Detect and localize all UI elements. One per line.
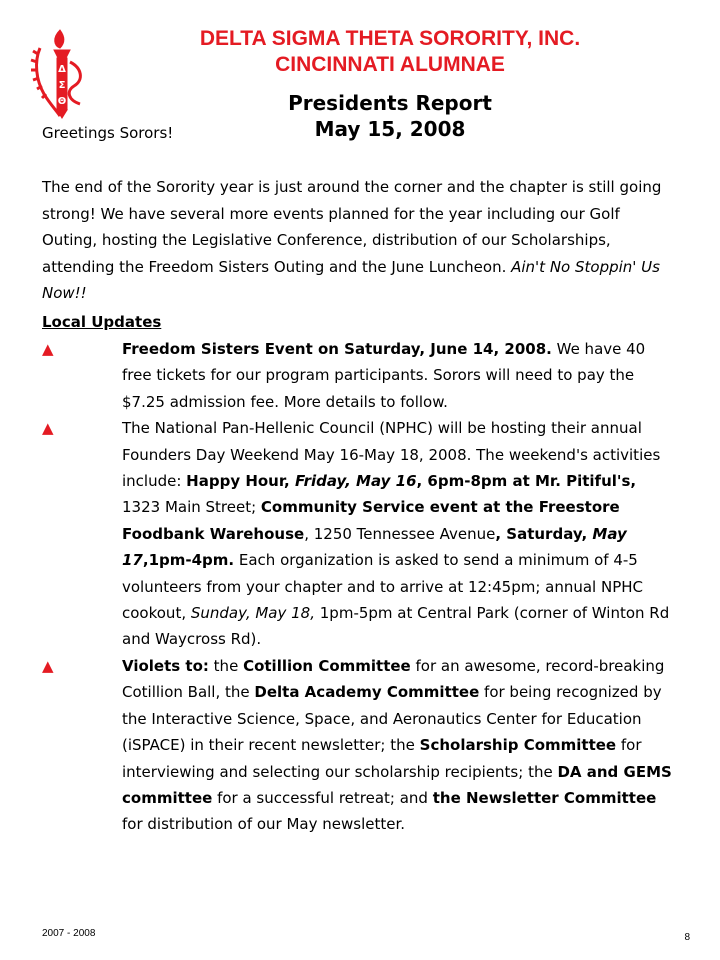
update-text-segment: for interviewing and selecting our scholarship recipients; the bbox=[122, 736, 642, 781]
report-date: May 15, 2008 bbox=[314, 117, 466, 141]
update-text-segment: 1323 Main Street; bbox=[122, 498, 261, 517]
update-text-segment: Each organization is asked to send a minimum of 4-5 volunteers from your chapter and to arrive at 12:45pm; annual NPHC cookout, bbox=[122, 551, 644, 623]
update-text-segment: Freedom Sisters Event on Saturday, June 14, 2008. bbox=[122, 340, 552, 358]
update-item bbox=[42, 415, 678, 653]
page-number: 8 bbox=[684, 932, 690, 943]
update-text-segment: the bbox=[208, 656, 244, 675]
update-text-segment: , Saturday, bbox=[495, 524, 593, 543]
update-text-segment: May 17 bbox=[122, 524, 627, 570]
update-text-segment: The National Pan-Hellenic Council (NPHC) will be hosting their annual Founders Day Weekend May 16-May 18, 2008. The weekend's activities include: bbox=[122, 419, 661, 491]
triangle-bullet-icon: ▲ bbox=[42, 419, 54, 438]
footer-years: 2007 - 2008 bbox=[42, 928, 96, 939]
update-item bbox=[42, 653, 678, 838]
section-title: Local Updates bbox=[42, 313, 162, 331]
update-text-segment: Sunday, May 18, bbox=[190, 604, 315, 623]
update-text-segment: Cotillion Committee bbox=[243, 656, 411, 675]
updates-list bbox=[42, 336, 678, 838]
org-name-line2: CINCINNATI ALUMNAE bbox=[275, 53, 505, 76]
svg-text:Δ: Δ bbox=[58, 64, 66, 75]
update-text-segment: for distribution of our May newsletter. bbox=[122, 815, 406, 834]
update-text-segment: ,1pm-4pm. bbox=[142, 551, 235, 570]
intro-text: The end of the Sorority year is just around the corner and the chapter is still going strong! We have several more events planned for the year including our Golf Outing, hosting the Legislative Conference, distribution of our Scholarships, attending the Freedom Sisters Outing and the June Luncheon. bbox=[42, 178, 662, 276]
intro-paragraph bbox=[42, 174, 678, 307]
update-text-segment: for a successful retreat; and bbox=[212, 788, 433, 807]
report-title: Presidents Report bbox=[288, 91, 492, 115]
update-text-segment: for an awesome, record-breaking Cotillion Ball, the bbox=[122, 656, 665, 702]
update-text-segment: Delta Academy Committee bbox=[254, 683, 480, 702]
torch-crest-logo bbox=[30, 28, 102, 120]
triangle-bullet-icon: ▲ bbox=[42, 656, 54, 675]
triangle-bullet-icon: ▲ bbox=[42, 340, 54, 358]
update-text-segment: Community Service event at the Freestore Foodbank Warehouse bbox=[122, 498, 620, 543]
update-text-segment: 1pm-5pm at Central Park (corner of Winton Rd and Waycross Rd). bbox=[122, 604, 670, 649]
update-text-segment: Violets to: bbox=[122, 656, 209, 675]
update-text-segment: Scholarship Committee bbox=[419, 736, 617, 755]
update-text-segment: Friday, May 16 bbox=[294, 472, 417, 491]
intro-emphasis: Ain't No Stoppin' Us Now!! bbox=[42, 257, 660, 303]
org-name-line1: DELTA SIGMA THETA SORORITY, INC. bbox=[199, 27, 581, 50]
update-text-segment: Happy Hour, bbox=[186, 472, 295, 491]
greeting: Greetings Sorors! bbox=[42, 124, 174, 142]
update-text-segment: the Newsletter Committee bbox=[432, 788, 657, 807]
update-text-segment: We have 40 free tickets for our program participants. Sorors will need to pay the $7.25 admission fee. More details to follow. bbox=[122, 340, 646, 411]
update-text-segment: for being recognized by the Interactive Science, Space, and Aeronautics Center for Education (iSPACE) in their recent newsletter; the bbox=[122, 683, 662, 755]
organization-name bbox=[110, 26, 670, 78]
update-text-segment: , 6pm-8pm at Mr. Pitiful's, bbox=[416, 472, 637, 491]
svg-text:Θ: Θ bbox=[57, 96, 67, 107]
update-text-segment: , 1250 Tennessee Avenue bbox=[304, 524, 496, 543]
update-item bbox=[42, 336, 678, 415]
svg-text:Σ: Σ bbox=[58, 80, 66, 91]
update-text-segment: DA and GEMS committee bbox=[122, 762, 672, 807]
report-heading bbox=[110, 90, 670, 142]
